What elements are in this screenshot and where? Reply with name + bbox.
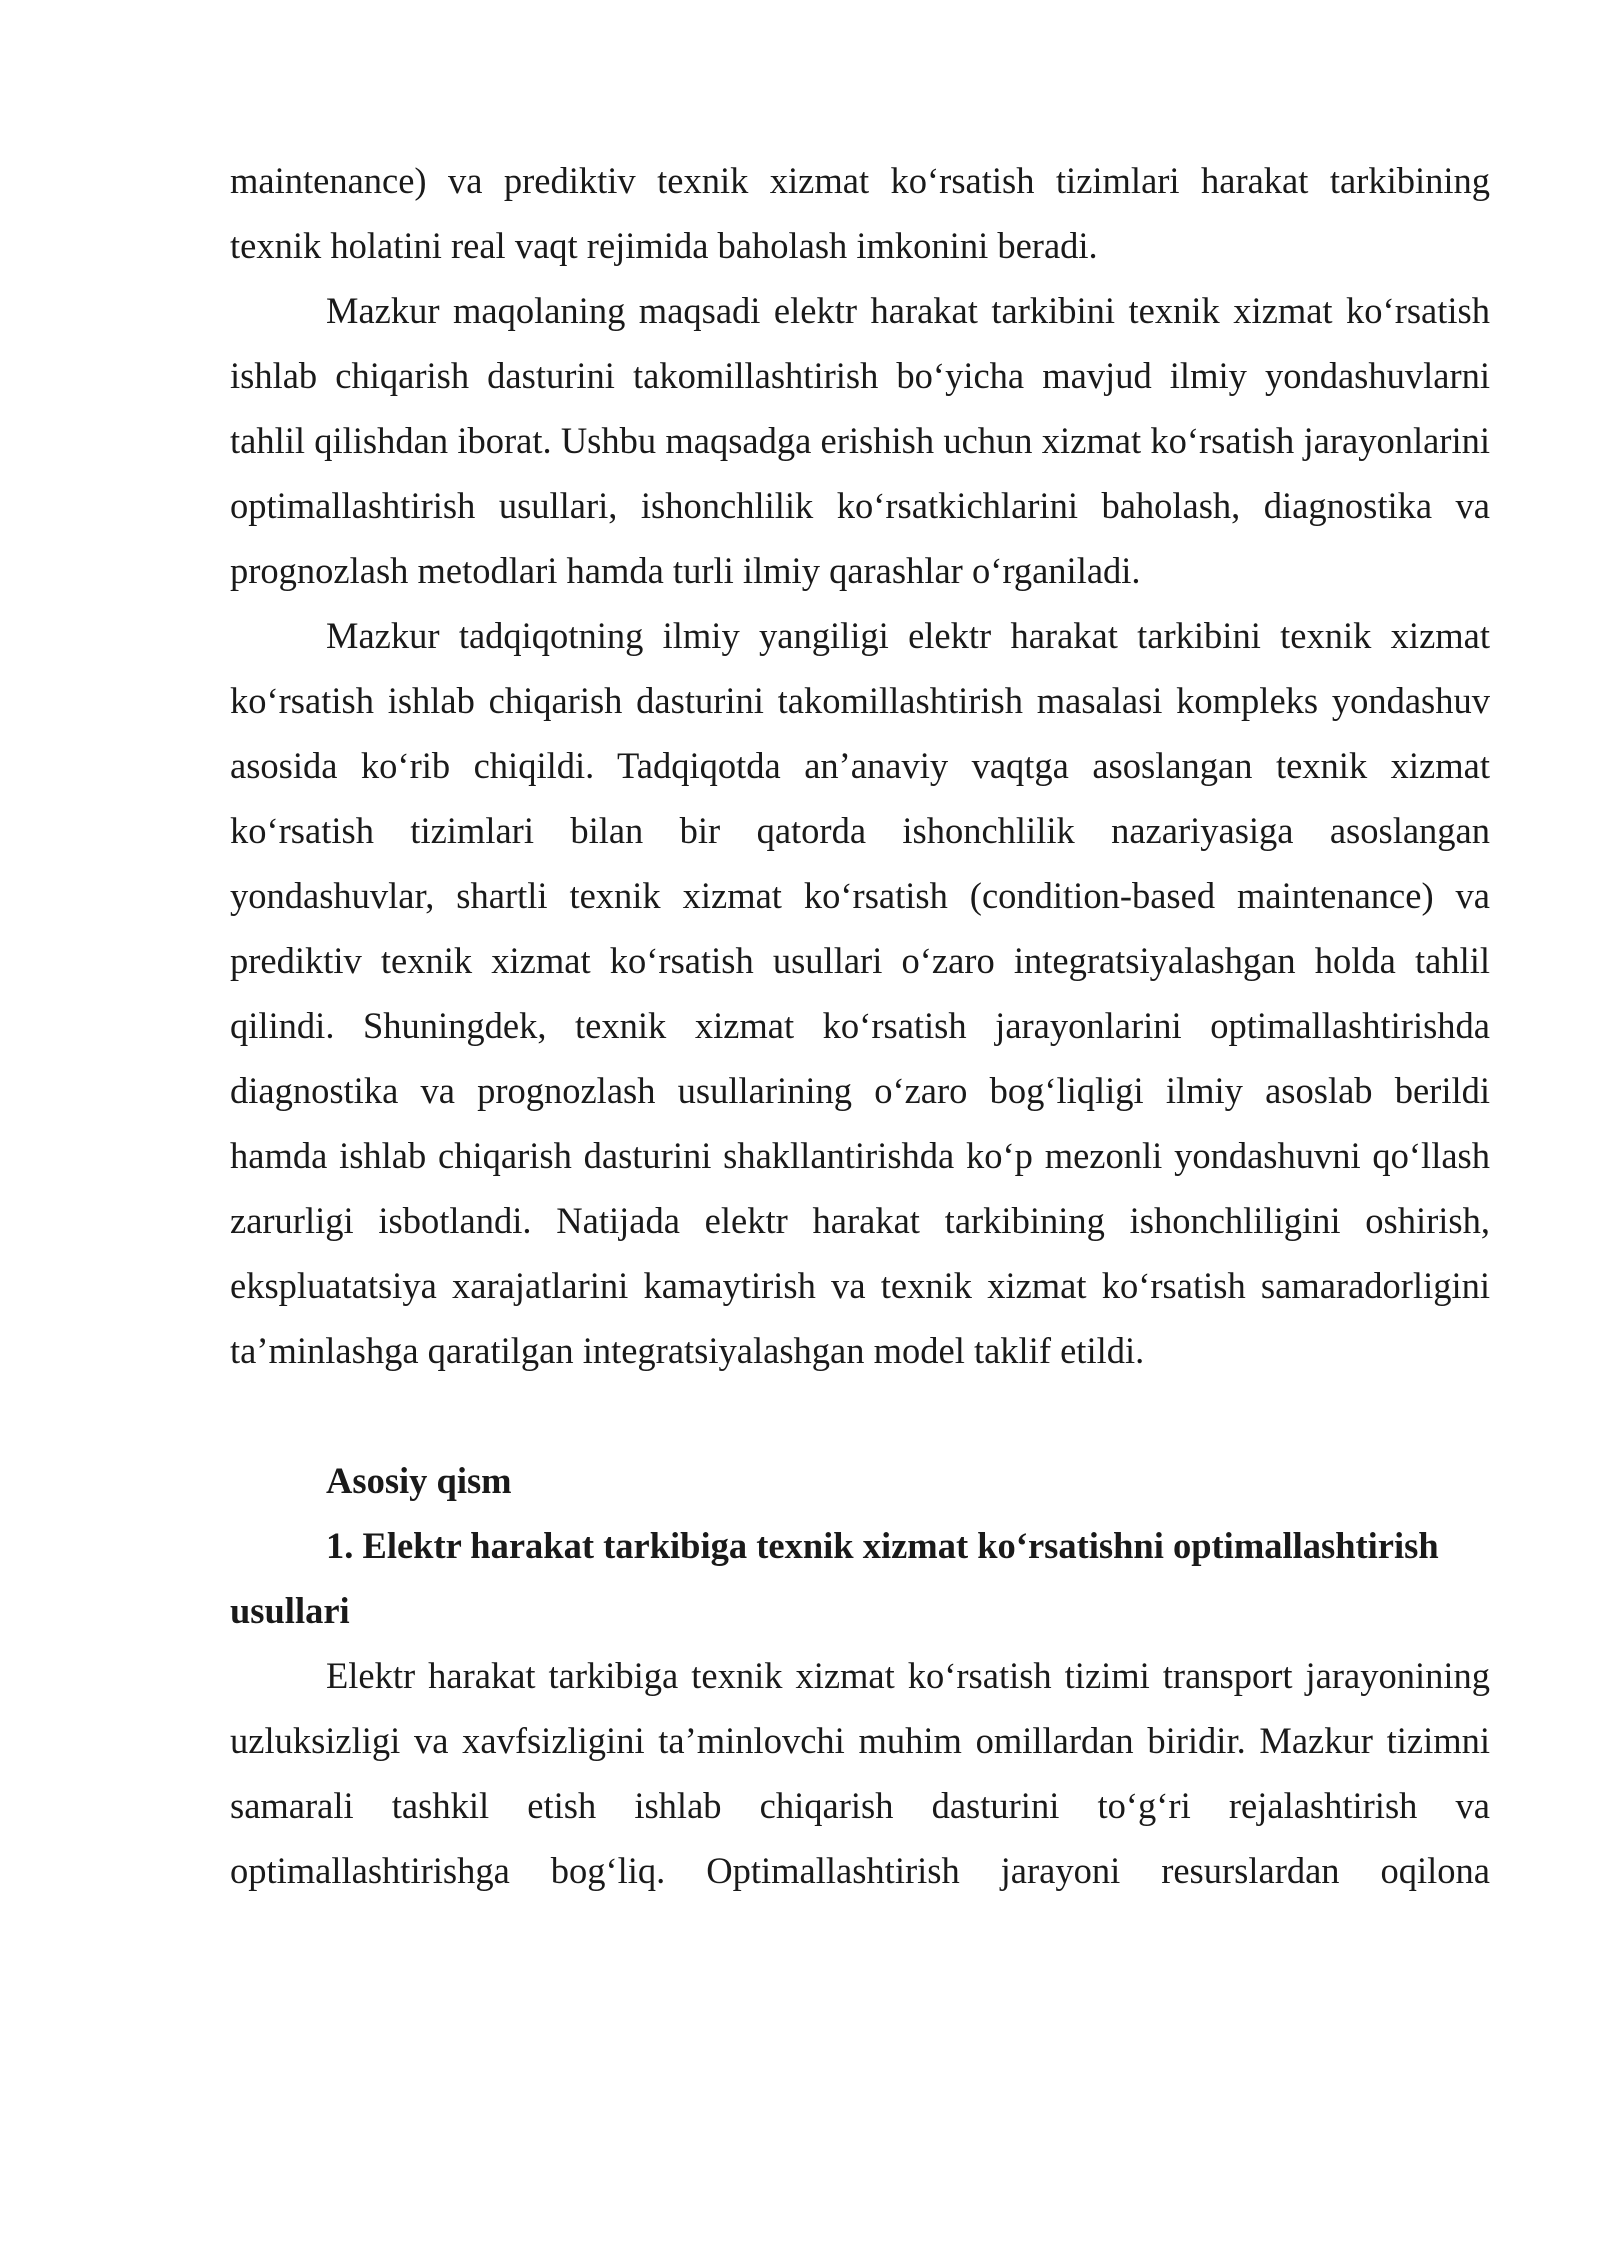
paragraph-continuation: maintenance) va prediktiv texnik xizmat ko‘rsatish tizimlari harakat tarkibining texnik holatini real vaqt rejimida baholash imkonini beradi. <box>230 160 1490 266</box>
heading-main-part: Asosiy qism <box>326 1460 512 1501</box>
section-spacer <box>230 1383 1490 1448</box>
section-1-paragraph: Elektr harakat tarkibiga texnik xizmat ko‘rsatish tizimi transport jarayonining uzluksizligi va xavfsizligini ta’minlovchi muhim omillardan biridir. Mazkur tizimni samarali tashkil etish ishlab chiqarish dasturini to‘g‘ri rejalashtirish va optimallashtirishga bog‘liq. Optimallashtirish jarayoni resurslardan oqilona <box>230 1655 1490 1891</box>
paragraph-novelty: Mazkur tadqiqotning ilmiy yangiligi elektr harakat tarkibini texnik xizmat ko‘rsatish ishlab chiqarish dasturini takomillashtirish masalasi kompleks yondashuv asosida ko‘rib chiqildi. Tadqiqotda an’anaviy vaqtga asoslangan texnik xizmat ko‘rsatish tizimlari bilan bir qatorda ishonchlilik nazariyasiga asoslangan yondashuvlar, shartli texnik xizmat ko‘rsatish (condition-based maintenance) va prediktiv texnik xizmat ko‘rsatish usullari o‘zaro integratsiyalashgan holda tahlil qilindi. Shuningdek, texnik xizmat ko‘rsatish jarayonlarini optimallashtirishda diagnostika va prognozlash usullarining o‘zaro bog‘liqligi ilmiy asoslab berildi hamda ishlab chiqarish dasturini shakllantirishda ko‘p mezonli yondashuvni qo‘llash zarurligi isbotlandi. Natijada elektr harakat tarkibining ishonchliligini oshirish, ekspluatatsiya xarajatlarini kamaytirish va texnik xizmat ko‘rsatish samaradorligini ta’minlashga qaratilgan integratsiyalashgan model taklif etildi. <box>230 615 1490 1371</box>
section-1-title: 1. Elektr harakat tarkibiga texnik xizmat ko‘rsatishni optimallashtirish usullari <box>230 1525 1439 1631</box>
paragraph-aim: Mazkur maqolaning maqsadi elektr harakat tarkibini texnik xizmat ko‘rsatish ishlab chiqarish dasturini takomillashtirish bo‘yicha mavjud ilmiy yondashuvlarni tahlil qilishdan iborat. Ushbu maqsadga erishish uchun xizmat ko‘rsatish jarayonlarini optimallashtirish usullari, ishonchlilik ko‘rsatkichlarini baholash, diagnostika va prognozlash metodlari hamda turli ilmiy qarashlar o‘rganiladi. <box>230 290 1490 591</box>
document-body <box>230 148 1490 1903</box>
